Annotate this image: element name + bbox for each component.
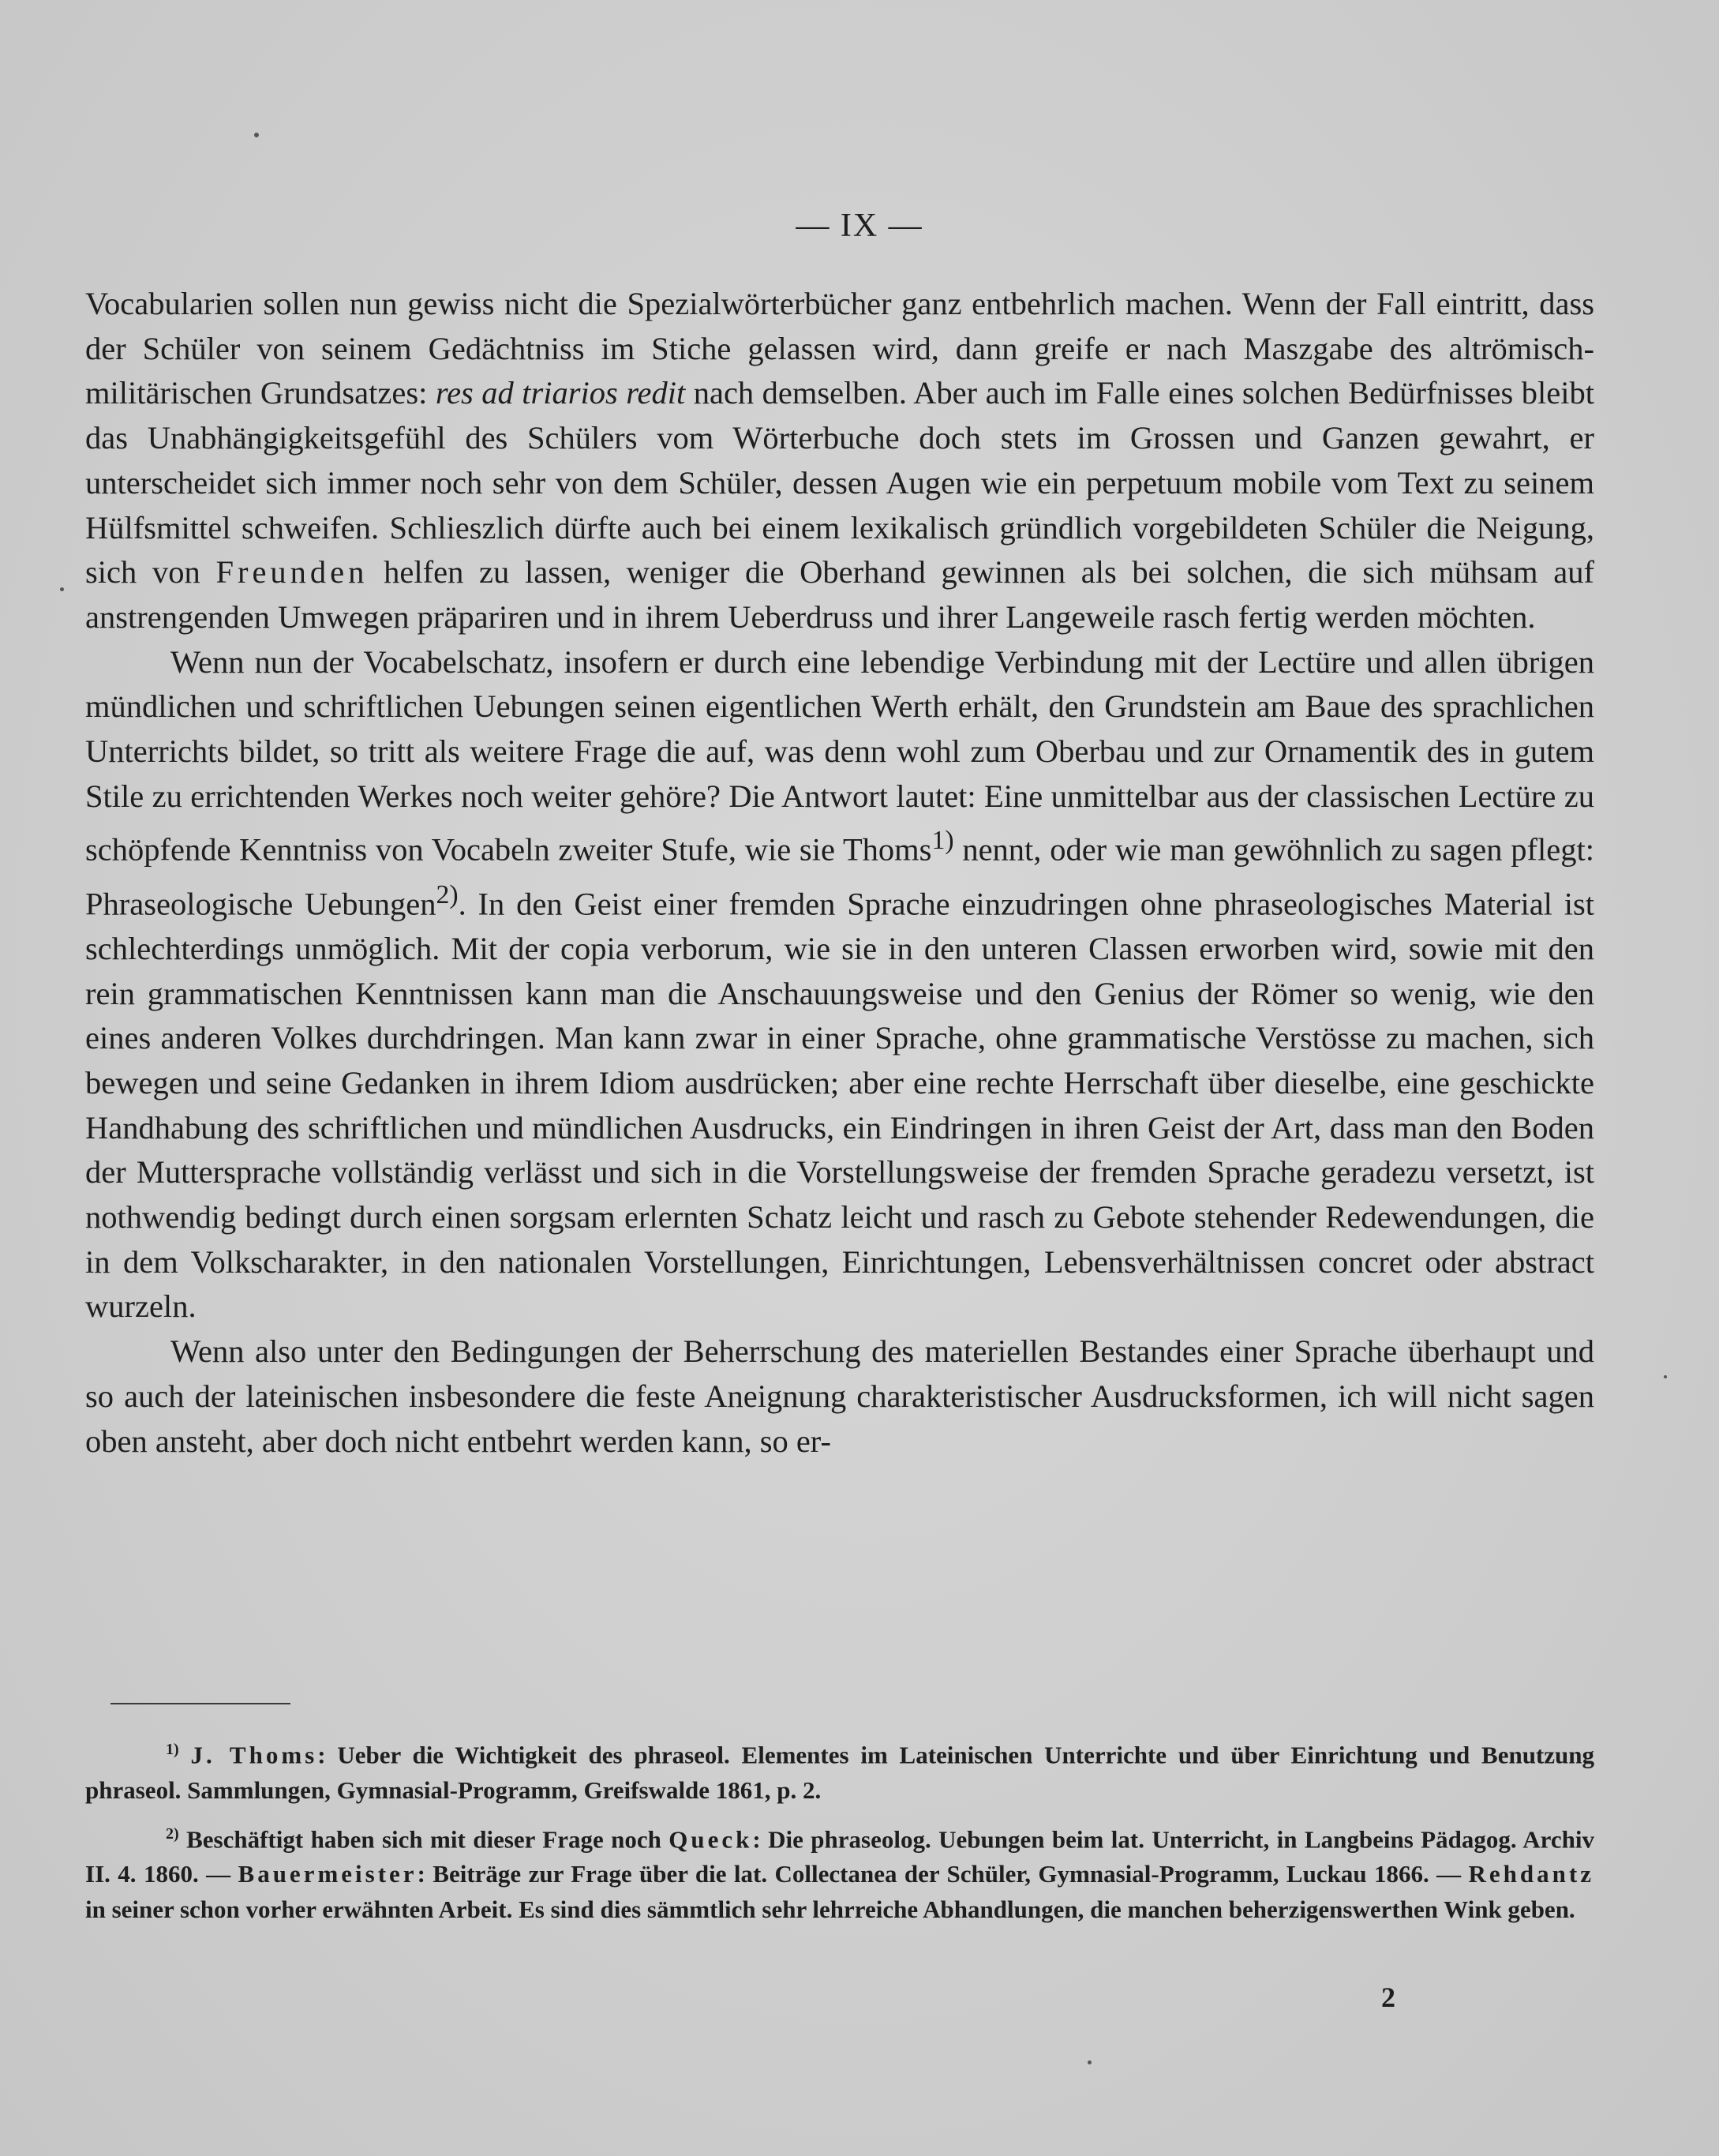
page-number-header: — IX — xyxy=(796,208,923,244)
body-text xyxy=(85,282,1594,1464)
paragraph-2 xyxy=(85,640,1594,1330)
footnote-2-text-d: in seiner schon vorher erwähnten Arbeit. Es sind dies sämmtlich sehr lehrreiche Abhandlungen, die manchen beherzigenswerthen Wink geben. xyxy=(85,1895,1575,1924)
footnote-2-text-b: : Die phraseolog. Uebungen beim lat. Unterricht, in Langbeins Pädagog. Archiv II. 4. 1860. — xyxy=(85,1824,1594,1888)
footnote-2 xyxy=(85,1817,1594,1928)
scan-speck xyxy=(254,133,259,137)
footnotes xyxy=(85,1732,1594,1928)
footnote-ref-1: 1) xyxy=(931,826,954,856)
footnote-2-author-bauermeister: Bauermeister xyxy=(238,1860,418,1888)
paragraph-3-text: Wenn also unter den Bedingungen der Beherrschung des materiellen Bestandes einer Sprache überhaupt und so auch der lateinischen insbesondere die feste Aneignung charakteristischer Ausdrucksformen, ich will nicht sagen oben ansteht, aber doch nicht entbehrt werden kann, so er- xyxy=(85,1333,1594,1459)
scan-speck xyxy=(1088,2060,1092,2064)
footnote-1-author: J. Thoms xyxy=(190,1741,318,1769)
signature-mark: 2 xyxy=(1381,1982,1395,2013)
footnote-2-author-rehdantz: Rehdantz xyxy=(1468,1860,1594,1888)
scan-speck xyxy=(60,587,64,591)
spaced-word: Freunden xyxy=(215,554,369,591)
footnote-divider xyxy=(110,1703,290,1704)
footnote-1 xyxy=(85,1732,1594,1809)
paragraph-2-text-b: nennt, oder wie man gewöhnlich zu sagen pflegt: Phraseologische Uebungen xyxy=(85,831,1594,922)
footnote-2-text-c: : Beiträge zur Frage über die lat. Collectanea der Schüler, Gymnasial-Programm, Luckau 1866. — xyxy=(417,1860,1469,1888)
scan-speck xyxy=(1664,1375,1667,1378)
paragraph-1-text-c: helfen zu lassen, weniger die Oberhand gewinnen als bei solchen, die sich mühsam auf anstrengenden Umwegen präpariren und in ihrem Ueberdruss und ihrer Langeweile rasch fertig werden möchten. xyxy=(85,554,1594,635)
footnote-2-author-queck: Queck xyxy=(668,1824,753,1853)
paragraph-1 xyxy=(85,282,1594,640)
footnote-ref-2: 2) xyxy=(436,879,459,909)
footnote-2-text-a: Beschäftigt haben sich mit dieser Frage noch xyxy=(186,1824,669,1853)
paragraph-1-text-b: nach demselben. Aber auch im Falle eines solchen Bedürfnisses bleibt das Unabhängigkeitsgefühl des Schülers vom Wörterbuche doch stets im Grossen und Ganzen gewahrt, er unterscheidet sich immer noch sehr von dem Schüler, dessen Augen wie ein perpetuum mobile vom Text zu seinem Hülfsmittel schweifen. Schlieszlich dürfte auch bei einem lexikalisch gründlich vorgebildeten Schüler die Neigung, sich von xyxy=(85,375,1594,591)
latin-phrase: res ad triarios redit xyxy=(435,375,686,411)
footnote-2-marker: 2) xyxy=(166,1824,179,1843)
paragraph-2-text-c: . In den Geist einer fremden Sprache einzudringen ohne phraseologisches Material ist schlechterdings unmöglich. Mit der copia verborum, wie sie in den unteren Classen erworben wird, sowie mit den rein grammatischen Kenntnissen kann man die Anschauungsweise und den Genius der Römer so wenig, wie den eines anderen Volkes durchdringen. Man kann zwar in einer Sprache, ohne grammatische Verstösse zu machen, sich bewegen und seine Gedanken in ihrem Idiom ausdrücken; aber eine rechte Herrschaft über dieselbe, eine geschickte Handhabung des schriftlichen und mündlichen Ausdrucks, ein Eindringen in ihren Geist der Art, dass man den Boden der Muttersprache vollständig verlässt und sich in die Vorstellungsweise der fremden Sprache geradezu versetzt, ist nothwendig bedingt durch einen sorgsam erlernten Schatz leicht und rasch zu Gebote stehender Redewendungen, die in dem Volkscharakter, in den nationalen Vorstellungen, Einrichtungen, Lebensverhältnissen concret oder abstract wurzeln. xyxy=(85,886,1595,1325)
paragraph-2-text-a: Wenn nun der Vocabelschatz, insofern er durch eine lebendige Verbindung mit der Lectüre und allen übrigen mündlichen und schriftlichen Uebungen seinen eigentlichen Werth erhält, den Grundstein am Baue des sprachlichen Unterrichts bildet, so tritt als weitere Frage die auf, was denn wohl zum Oberbau und zur Ornamentik des in gutem Stile zu errichtenden Werkes noch weiter gehöre? Die Antwort lautet: Eine unmittelbar aus der classischen Lectüre zu schöpfende Kenntniss von Vocabeln zweiter Stufe, wie sie Thoms xyxy=(85,643,1594,868)
footnote-1-marker: 1) xyxy=(166,1741,179,1758)
footnote-1-text: : Ueber die Wichtigkeit des phraseol. Elementes im Lateinischen Unterrichte und über Einrichtung und Benutzung phraseol. Sammlungen, Gymnasial-Programm, Greifswalde 1861, p. 2. xyxy=(85,1741,1594,1804)
paragraph-1-text-a: Vocabularien sollen nun gewiss nicht die Spezialwörterbücher ganz entbehrlich machen. Wenn der Fall eintritt, dass der Schüler von seinem Gedächtniss im Stiche gelassen wird, dann greife er nach Maszgabe des altrömisch-militärischen Grundsatzes: xyxy=(85,286,1594,411)
paragraph-3 xyxy=(85,1329,1594,1464)
